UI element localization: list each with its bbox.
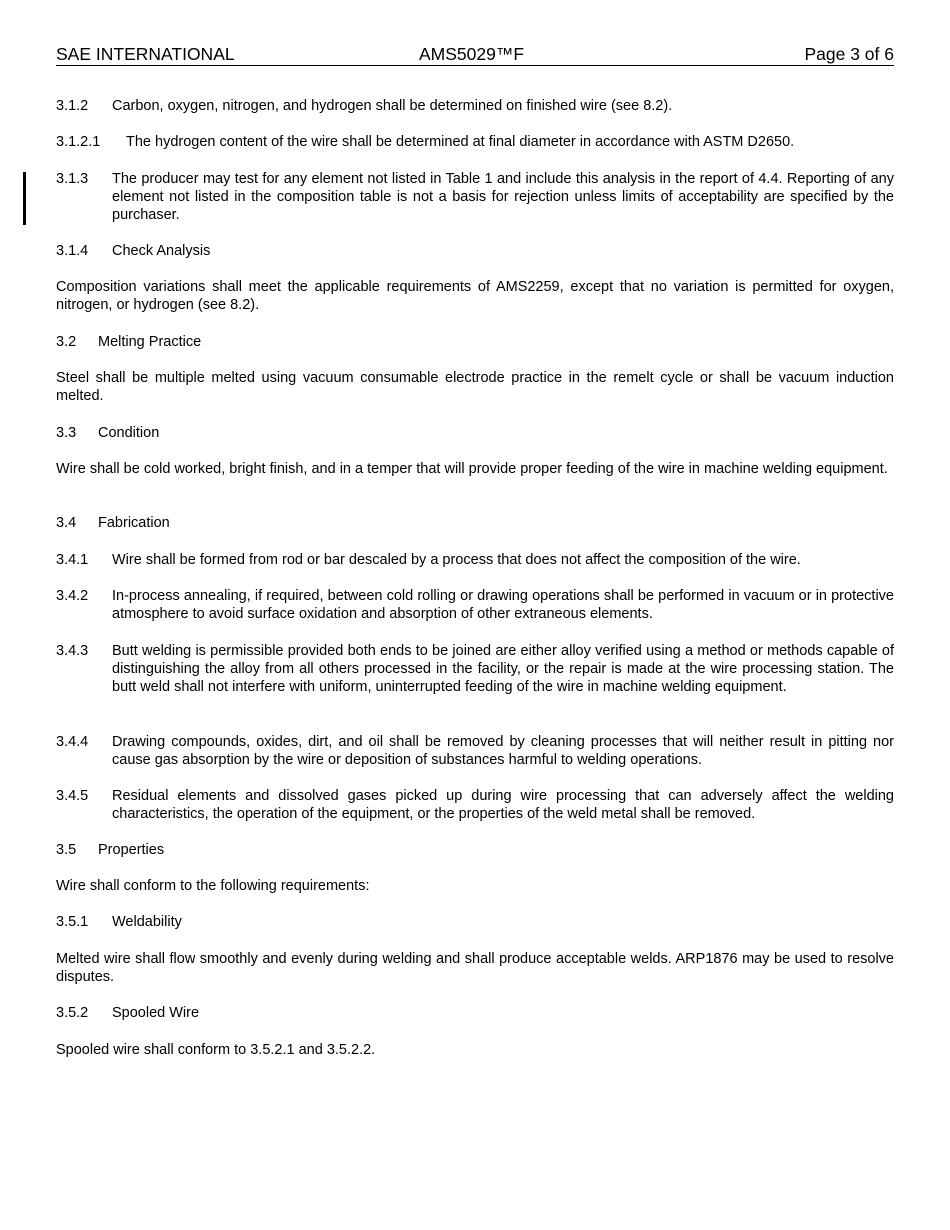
header-page-number: Page 3 of 6 (804, 44, 894, 64)
section-title: Properties (98, 842, 165, 858)
section-3-5-1-heading (56, 913, 894, 931)
section-number: 3.3 (56, 425, 77, 441)
paragraph-check-analysis: Composition variations shall meet the applicable requirements of AMS2259, except that no variation is permitted for oxygen, nitrogen, or hydrogen (see 8.2). (56, 279, 894, 313)
header-org: SAE INTERNATIONAL (56, 44, 235, 64)
section-text: Carbon, oxygen, nitrogen, and hydrogen shall be determined on finished wire (see 8.2). (112, 98, 673, 114)
section-3-4-2 (56, 587, 894, 623)
page-header (56, 44, 894, 66)
section-number: 3.2 (56, 334, 77, 350)
section-3-3-heading (56, 424, 894, 442)
section-text: Wire shall be formed from rod or bar descaled by a process that does not affect the composition of the wire. (112, 552, 801, 568)
section-number: 3.1.2.1 (56, 134, 101, 150)
revision-change-bar (23, 172, 26, 225)
section-title: Fabrication (98, 515, 170, 531)
section-text: Residual elements and dissolved gases picked up during wire processing that can adversely affect the welding characteristics, the operation of the equipment, or the properties of the weld metal shall be removed. (112, 788, 894, 822)
section-number: 3.5 (56, 842, 77, 858)
section-3-4-3 (56, 642, 894, 696)
section-3-4-heading (56, 514, 894, 532)
section-3-1-3 (56, 170, 894, 224)
section-text: The producer may test for any element not listed in Table 1 and include this analysis in the report of 4.4. Reporting of any element not listed in the composition table is not a basis for rejection unless limits of acceptability are specified by the purchaser. (112, 171, 894, 223)
section-title: Spooled Wire (112, 1005, 200, 1021)
section-3-4-1 (56, 551, 894, 569)
paragraph-condition: Wire shall be cold worked, bright finish, and in a temper that will provide proper feeding of the wire in machine welding equipment. (56, 461, 888, 477)
section-3-4-5 (56, 787, 894, 823)
section-title: Check Analysis (112, 243, 211, 259)
section-text: Drawing compounds, oxides, dirt, and oil shall be removed by cleaning processes that will neither result in pitting nor cause gas absorption by the wire or deposition of substances harmful to welding operations. (112, 734, 894, 768)
section-number: 3.4.3 (56, 643, 89, 659)
section-number: 3.4 (56, 515, 77, 531)
section-number: 3.4.2 (56, 588, 89, 604)
section-number: 3.4.1 (56, 552, 89, 568)
section-title: Condition (98, 425, 160, 441)
section-text: The hydrogen content of the wire shall be determined at final diameter in accordance with ASTM D2650. (126, 134, 795, 150)
section-number: 3.4.5 (56, 788, 89, 804)
section-3-2-heading (56, 333, 894, 351)
section-number: 3.1.3 (56, 171, 89, 187)
section-number: 3.5.2 (56, 1005, 89, 1021)
section-number: 3.1.2 (56, 98, 89, 114)
section-number: 3.5.1 (56, 914, 89, 930)
section-3-1-2 (56, 97, 894, 115)
section-text: In-process annealing, if required, between cold rolling or drawing operations shall be performed in vacuum or in protective atmosphere to avoid surface oxidation and absorption of other extraneous elements. (112, 588, 894, 622)
paragraph-weldability: Melted wire shall flow smoothly and evenly during welding and shall produce acceptable welds. ARP1876 may be used to resolve disputes. (56, 951, 894, 985)
section-number: 3.1.4 (56, 243, 89, 259)
section-text: Butt welding is permissible provided both ends to be joined are either alloy verified using a method or methods capable of distinguishing the alloy from all others processed in the facility, or the repair is made at the wire processing station. The butt weld shall not interfere with uniform, uninterrupted feeding of the wire in machine welding equipment. (112, 643, 894, 695)
section-title: Weldability (112, 914, 182, 930)
section-3-4-4 (56, 733, 894, 769)
section-3-5-2-heading (56, 1004, 894, 1022)
paragraph-melting-practice: Steel shall be multiple melted using vacuum consumable electrode practice in the remelt cycle or shall be vacuum induction melted. (56, 370, 894, 404)
section-title: Melting Practice (98, 334, 202, 350)
section-3-1-4-heading (56, 242, 894, 260)
header-doc-id: AMS5029™F (419, 44, 525, 64)
section-3-1-2-1 (56, 133, 894, 151)
section-number: 3.4.4 (56, 734, 89, 750)
paragraph-properties: Wire shall conform to the following requirements: (56, 878, 370, 894)
section-3-5-heading (56, 841, 894, 859)
paragraph-spooled-wire: Spooled wire shall conform to 3.5.2.1 and 3.5.2.2. (56, 1042, 376, 1058)
